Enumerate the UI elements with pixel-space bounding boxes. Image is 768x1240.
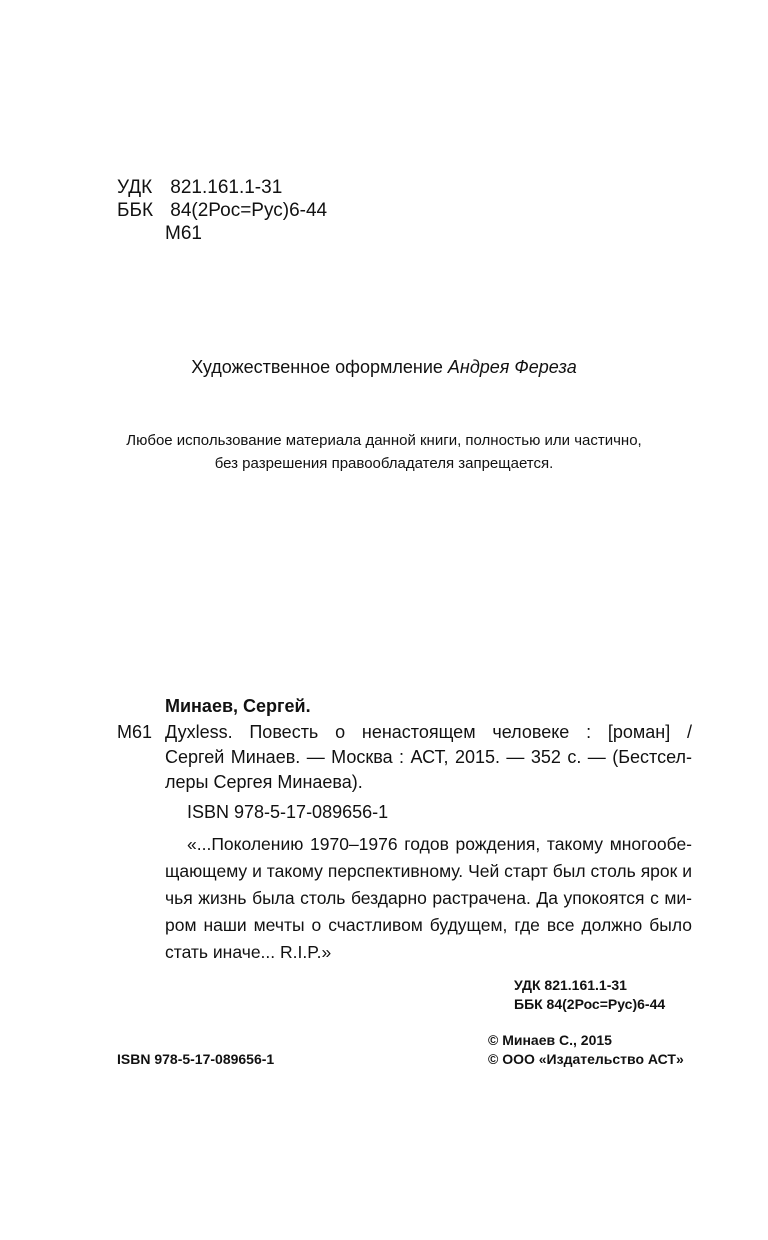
catalog-line-3: леры Сергея Минаева). [165,772,363,792]
catalog-author: Минаев, Сергей. [165,696,311,716]
catalog-mark: М61 [117,722,153,742]
annotation-line-1: «...Поколению 1970–1976 годов рождения, такому многообе- [187,834,692,854]
author-mark: М61 [165,223,202,244]
catalog-line-2: Сергей Минаев. — Москва : АСТ, 2015. — 352 с. — (Бестсел- [165,747,692,767]
annotation-line-3: чья жизнь была столь бездарно растрачена. Да упокоятся с ми- [165,888,692,908]
art-design-prefix: Художественное оформление [191,357,448,377]
catalog-isbn: ISBN 978-5-17-089656-1 [187,802,389,822]
annotation-line-4: ром наши мечты о счастливом будущем, где все должно было [165,915,692,935]
art-design-credit [0,357,768,378]
rights-notice-line-2: без разрешения правообладателя запрещается. [214,455,554,472]
catalog-line-1: Духless. Повесть о ненастоящем человеке : [роман] / [165,722,692,742]
udk-label: УДК [117,177,153,198]
footer-udk: УДК 821.161.1-31 [514,977,627,993]
bbk-label: ББК [117,200,154,221]
footer-bbk: ББК 84(2Рос=Рус)6-44 [514,996,666,1012]
copyright-author: © Минаев С., 2015 [488,1032,612,1048]
udk-code-line [117,176,282,199]
bbk-code-line [117,199,327,222]
footer-isbn: ISBN 978-5-17-089656-1 [117,1051,275,1067]
copyright-publisher: © ООО «Издательство АСТ» [488,1051,684,1067]
bbk-value: 84(2Рос=Рус)6-44 [170,200,328,221]
annotation-line-2: щающему и такому перспективному. Чей старт был столь ярок и [165,861,692,881]
annotation-line-5: стать иначе... R.I.P.» [165,942,332,962]
udk-value: 821.161.1-31 [170,177,283,198]
rights-notice-line-1: Любое использование материала данной книги, полностью или частично, [126,432,642,449]
art-designer-name: Андрея Фереза [447,357,577,377]
